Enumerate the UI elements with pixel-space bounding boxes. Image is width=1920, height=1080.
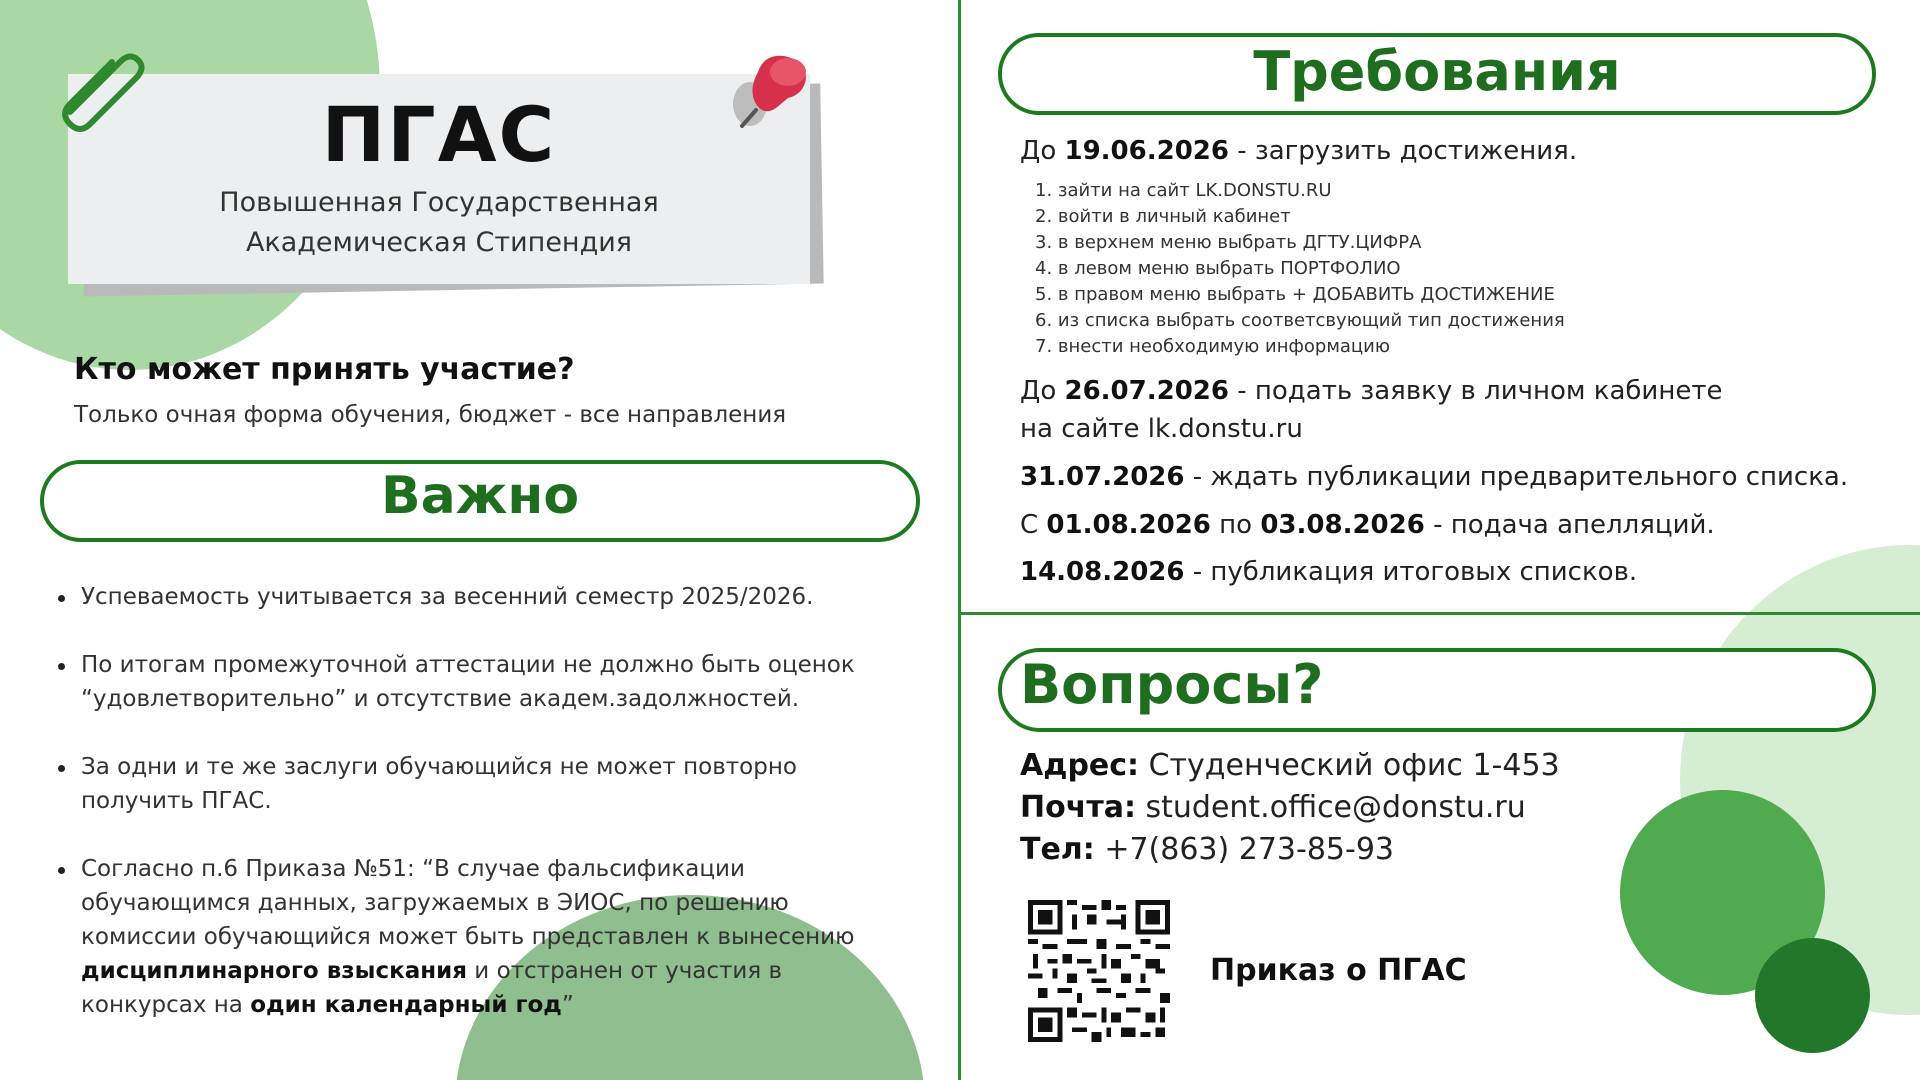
bullet-text-part: ” (561, 992, 574, 1018)
bullet-text-part: и отстранен от участия в (467, 958, 783, 984)
phone-value[interactable]: +7(863) 273-85-93 (1094, 832, 1395, 867)
bullet-text: получить ПГАС. (81, 788, 272, 814)
list-item (58, 852, 908, 1022)
requirement-item (1020, 553, 1637, 591)
paperclip-icon (58, 48, 153, 143)
address-label: Адрес: (1020, 748, 1140, 783)
contacts-block (1020, 745, 1560, 871)
page-title: ПГАС (321, 90, 557, 179)
req-text: - загрузить достижения. (1228, 136, 1578, 166)
bullet-text-part: конкурсах на (81, 992, 251, 1018)
list-item (58, 580, 908, 614)
important-list (58, 580, 908, 1056)
phone-line[interactable] (1020, 829, 1560, 871)
req-text: - ждать публикации предварительного списка. (1184, 462, 1849, 492)
page-subtitle (68, 183, 810, 263)
bold-text: дисциплинарного взыскания (81, 958, 467, 984)
bullet-text: “удовлетворительно” и отсутствие академ.задолжностей. (81, 686, 800, 712)
mail-value[interactable]: student.office@donstu.ru (1135, 790, 1526, 825)
req-text: С (1020, 510, 1047, 540)
order-link-label[interactable]: Приказ о ПГАС (1210, 953, 1467, 988)
bullet-text: По итогам промежуточной аттестации не должно быть оценок (81, 652, 855, 678)
address-value: Студенческий офис 1-453 (1139, 748, 1560, 783)
bullet-text: Согласно п.6 Приказа №51: “В случае фальсификации (81, 856, 745, 882)
requirement-item (1020, 132, 1577, 170)
bullet-text (81, 988, 908, 1022)
bullet-text: За одни и те же заслуги обучающийся не может повторно (81, 754, 797, 780)
step-item: 7. внести необходимую информацию (1035, 336, 1391, 357)
step-item: 1. зайти на сайт LK.DONSTU.RU (1035, 180, 1332, 201)
req-date: 01.08.2026 (1046, 510, 1211, 540)
req-text: - подача апелляций. (1424, 510, 1715, 540)
step-item: 5. в правом меню выбрать + ДОБАВИТЬ ДОСТИЖЕНИЕ (1035, 284, 1555, 305)
req-date: 19.06.2026 (1064, 136, 1229, 166)
vertical-divider (958, 0, 961, 1080)
mail-label: Почта: (1020, 790, 1136, 825)
bullet-text: обучающимся данных, загружаемых в ЭИОС, по решению (81, 890, 789, 916)
horizontal-divider (960, 612, 1920, 615)
bold-text: один календарный год (250, 992, 562, 1018)
pushpin-icon (728, 46, 818, 136)
req-text: До (1020, 376, 1065, 406)
mail-line[interactable] (1020, 787, 1560, 829)
address-line (1020, 745, 1560, 787)
req-date: 03.08.2026 (1260, 510, 1425, 540)
requirement-item (1020, 372, 1722, 448)
step-item: 2. войти в личный кабинет (1035, 206, 1291, 227)
important-heading: Важно (380, 466, 580, 526)
requirement-item (1020, 458, 1848, 496)
subtitle-line: Академическая Стипендия (245, 227, 633, 258)
bullet-text: Успеваемость учитывается за весенний семестр 2025/2026. (81, 584, 814, 610)
req-text: - подать заявку в личном кабинете (1228, 376, 1723, 406)
req-date: 14.08.2026 (1020, 557, 1185, 587)
step-item: 3. в верхнем меню выбрать ДГТУ.ЦИФРА (1035, 232, 1422, 253)
list-item (58, 648, 908, 716)
decor-circle-right-dark (1755, 938, 1870, 1053)
requirements-heading: Требования (1253, 40, 1621, 103)
subtitle-line: Повышенная Государственная (219, 187, 659, 218)
qr-code-icon[interactable] (1028, 900, 1170, 1042)
req-text: До (1020, 136, 1065, 166)
who-heading: Кто может принять участие? (74, 352, 575, 387)
phone-label: Тел: (1020, 832, 1095, 867)
req-text: - публикация итоговых списков. (1184, 557, 1638, 587)
bullet-text: комиссии обучающийся может быть представлен к вынесению (81, 924, 855, 950)
req-date: 31.07.2026 (1020, 462, 1185, 492)
req-date: 26.07.2026 (1064, 376, 1229, 406)
questions-heading: Вопросы? (1020, 653, 1324, 716)
req-text: по (1210, 510, 1261, 540)
list-item (58, 750, 908, 818)
step-item: 6. из списка выбрать соответсвующий тип достижения (1035, 310, 1565, 331)
who-text: Только очная форма обучения, бюджет - все направления (74, 402, 787, 428)
req-text: на сайте lk.donstu.ru (1020, 414, 1303, 444)
upload-steps-list (1035, 178, 1565, 360)
bullet-text (81, 954, 908, 988)
step-item: 4. в левом меню выбрать ПОРТФОЛИО (1035, 258, 1401, 279)
requirement-item (1020, 506, 1715, 544)
